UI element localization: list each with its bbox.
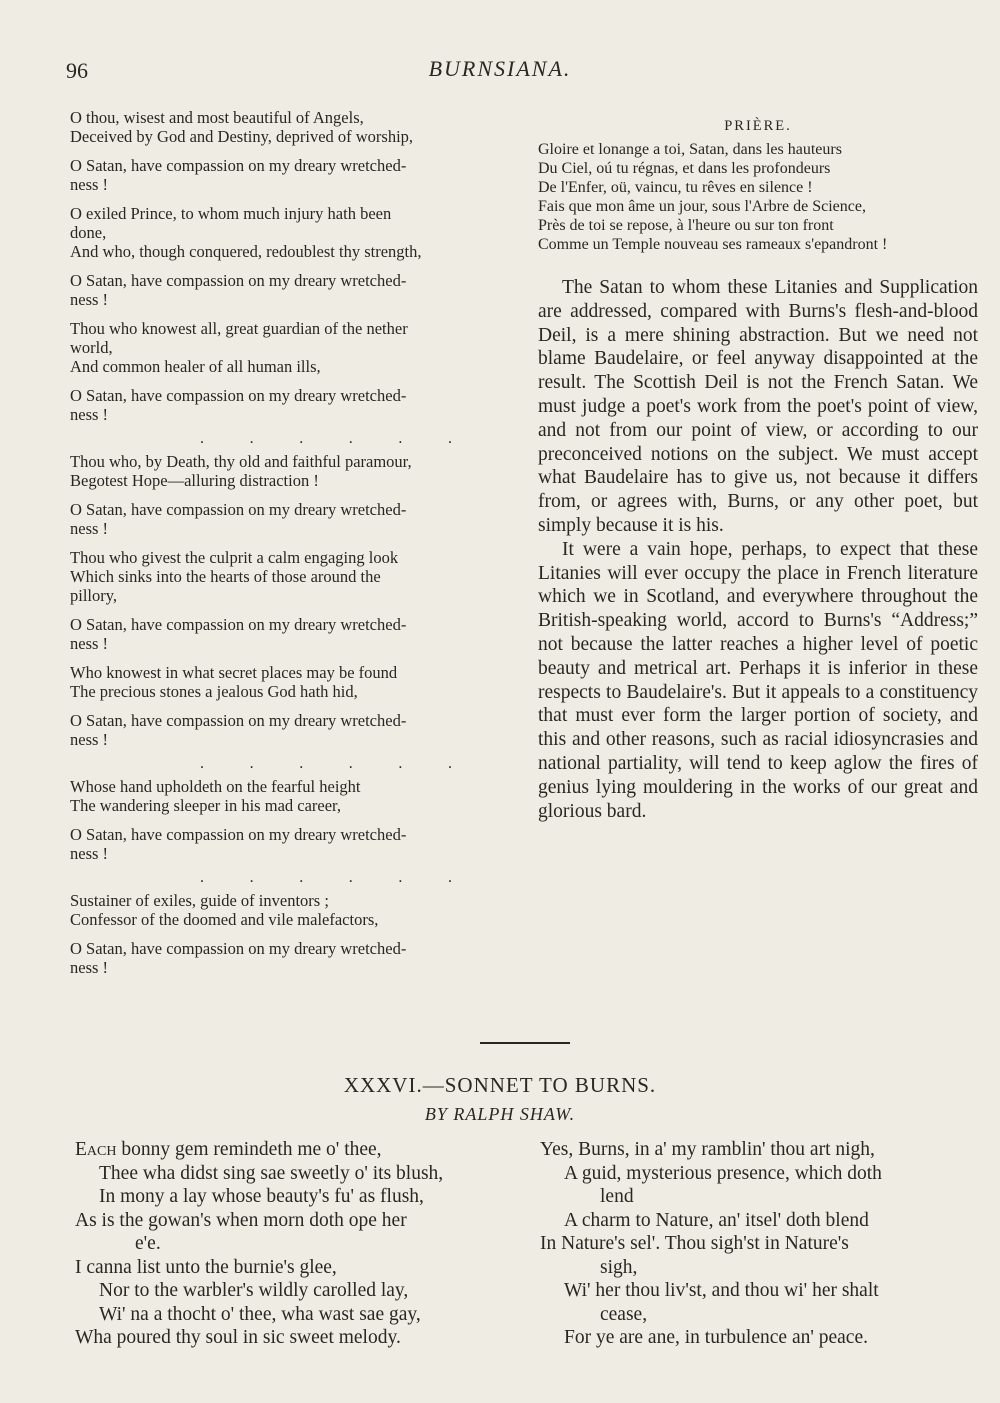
verse-line: pillory, <box>70 586 118 605</box>
prayer-line: Gloire et lonange a toi, Satan, dans les hauteurs <box>538 141 842 158</box>
verse-line: Thou who, by Death, thy old and faithful paramour, <box>70 452 412 471</box>
refrain-stanza <box>70 939 510 977</box>
verse-line: O exiled Prince, to whom much injury hath been <box>70 204 392 223</box>
sonnet-line: I canna list unto the burnie's glee, <box>75 1256 337 1278</box>
sonnet-line: As is the gowan's when morn doth ope her <box>75 1209 407 1231</box>
prayer-title: PRIÈRE. <box>724 118 792 134</box>
sonnet-line: e'e. <box>135 1233 161 1254</box>
verse-line: ness ! <box>70 175 109 194</box>
litany-stanza <box>70 108 510 146</box>
verse-line: O Satan, have compassion on my dreary wretched- <box>70 939 407 958</box>
verse-line: The precious stones a jealous God hath hid, <box>70 682 358 701</box>
page-number: 96 <box>66 58 88 83</box>
verse-line: ness ! <box>70 730 109 749</box>
litany-column <box>70 108 510 987</box>
verse-line: Begotest Hope—alluring distraction ! <box>70 471 319 490</box>
verse-line: And common healer of all human ills, <box>70 357 321 376</box>
verse-line: Confessor of the doomed and vile malefactors, <box>70 910 379 929</box>
verse-line: done, <box>70 223 107 242</box>
verse-line: O Satan, have compassion on my dreary wretched- <box>70 271 407 290</box>
sonnet-line: Wha poured thy soul in sic sweet melody. <box>75 1327 401 1348</box>
verse-line: Thou who givest the culprit a calm engaging look <box>70 548 399 567</box>
verse-line: O Satan, have compassion on my dreary wretched- <box>70 825 407 844</box>
verse-line: O Satan, have compassion on my dreary wretched- <box>70 615 407 634</box>
verse-line: O Satan, have compassion on my dreary wretched- <box>70 386 407 405</box>
verse-line: Sustainer of exiles, guide of inventors ; <box>70 891 329 910</box>
verse-line: Whose hand upholdeth on the fearful height <box>70 777 361 796</box>
verse-line: O Satan, have compassion on my dreary wretched- <box>70 156 407 175</box>
verse-line: And who, though conquered, redoublest thy strength, <box>70 242 422 261</box>
essay-text <box>538 276 978 823</box>
sonnet-octave <box>75 1138 515 1350</box>
litany-stanza <box>70 548 510 605</box>
essay-paragraph: The Satan to whom these Litanies and Supplication are addressed, compared with Burns's flesh-and-blood Deil, is a mere shining abstraction. But we need not blame Baudelaire, or feel anyway disappointed at the result. The Scottish Deil is not the French Satan. We must judge a poet's work from the poet's point of view, and not from our point of view, or according to our preconceived notions on the subject. We must accept what Baudelaire has to give us, not because it differs from, or agrees with, Burns, or any other poet, but simply because it is his. <box>538 277 978 536</box>
sonnet-line: cease, <box>600 1303 648 1325</box>
refrain-stanza <box>70 271 510 309</box>
ellipsis-dots: . . . . . . <box>200 755 452 772</box>
litany-stanza <box>70 452 510 490</box>
refrain-stanza <box>70 500 510 538</box>
refrain-stanza <box>70 711 510 749</box>
verse-line: The wandering sleeper in his mad career, <box>70 796 342 815</box>
refrain-stanza <box>70 615 510 653</box>
sonnet-line: Thee wha didst sing sae sweetly o' its blush, <box>99 1162 444 1184</box>
sonnet-line: For ye are ane, in turbulence an' peace. <box>564 1327 868 1348</box>
prayer-line: Comme un Temple nouveau ses rameaux s'epandront ! <box>538 236 888 253</box>
sonnet-line: A charm to Nature, an' itsel' doth blend <box>564 1209 869 1231</box>
litany-stanza <box>70 777 510 815</box>
verse-line: O Satan, have compassion on my dreary wretched- <box>70 711 407 730</box>
section-byline: BY RALPH SHAW. <box>424 1104 576 1124</box>
sonnet-initial-word: Each <box>75 1139 117 1160</box>
verse-line: ness ! <box>70 634 109 653</box>
verse-line: Thou who knowest all, great guardian of the nether <box>70 319 408 338</box>
sonnet-line: Nor to the warbler's wildly carolled lay, <box>99 1280 409 1301</box>
verse-line: O thou, wisest and most beautiful of Angels, <box>70 108 364 127</box>
prayer-line: Près de toi se repose, à l'heure ou sur ton front <box>538 217 834 234</box>
ellipsis-dots: . . . . . . <box>200 430 452 447</box>
prayer-line: Fais que mon âme un jour, sous l'Arbre de Science, <box>538 198 866 215</box>
sonnet-line: In mony a lay whose beauty's fu' as flush, <box>99 1186 424 1207</box>
sonnet-line: sigh, <box>600 1256 638 1278</box>
right-column <box>538 118 978 823</box>
sonnet-line: In Nature's sel'. Thou sigh'st in Nature's <box>540 1233 849 1254</box>
prayer-verse <box>538 140 978 254</box>
verse-line: ness ! <box>70 844 109 863</box>
litany-stanza <box>70 663 510 701</box>
section-divider <box>480 1042 570 1044</box>
verse-line: Deceived by God and Destiny, deprived of worship, <box>70 127 414 146</box>
prayer-line: De l'Enfer, oü, vaincu, tu rêves en silence ! <box>538 179 813 196</box>
verse-line: ness ! <box>70 405 109 424</box>
sonnet-line: Wi' her thou liv'st, and thou wi' her shalt <box>564 1280 879 1301</box>
ellipsis-dots: . . . . . . <box>200 869 452 886</box>
refrain-stanza <box>70 825 510 863</box>
essay-paragraph: It were a vain hope, perhaps, to expect that these Litanies will ever occupy the place in French literature which we in Scotland, and everywhere throughout the British-speaking world, accord to Burns's “Address;” not because the latter reaches a higher level of poetic beauty and metrical art. Perhaps it is inferior in these respects to Baudelaire's. But it appeals to a constituency that must ever form the larger portion of society, and this and other reasons, such as racial idiosyncrasies and national partiality, will tend to keep aglow the fires of genius lying mouldering in the works of our great and glorious bard. <box>538 538 978 822</box>
sonnet-line: Wi' na a thocht o' thee, wha wast sae gay, <box>99 1303 421 1325</box>
refrain-stanza <box>70 156 510 194</box>
section-title: XXXVI.—SONNET TO BURNS. <box>343 1073 657 1097</box>
sonnet-line: Yes, Burns, in a' my ramblin' thou art nigh, <box>540 1139 875 1160</box>
verse-line: ness ! <box>70 290 109 309</box>
refrain-stanza <box>70 386 510 424</box>
sonnet-line: lend <box>600 1186 634 1207</box>
running-title: BURNSIANA. <box>428 56 572 81</box>
verse-line: O Satan, have compassion on my dreary wretched- <box>70 500 407 519</box>
litany-stanza <box>70 891 510 929</box>
sonnet-line: Each bonny gem remindeth me o' thee, <box>75 1139 382 1160</box>
verse-line: world, <box>70 338 113 357</box>
prayer-line: Du Ciel, oú tu régnas, et dans les profondeurs <box>538 160 831 177</box>
sonnet-sestet <box>540 1138 980 1350</box>
sonnet-line: A guid, mysterious presence, which doth <box>564 1162 882 1184</box>
verse-line: ness ! <box>70 519 109 538</box>
litany-stanza <box>70 204 510 261</box>
litany-stanza <box>70 319 510 376</box>
verse-line: Who knowest in what secret places may be found <box>70 663 398 682</box>
verse-line: ness ! <box>70 958 109 977</box>
verse-line: Which sinks into the hearts of those around the <box>70 567 381 586</box>
